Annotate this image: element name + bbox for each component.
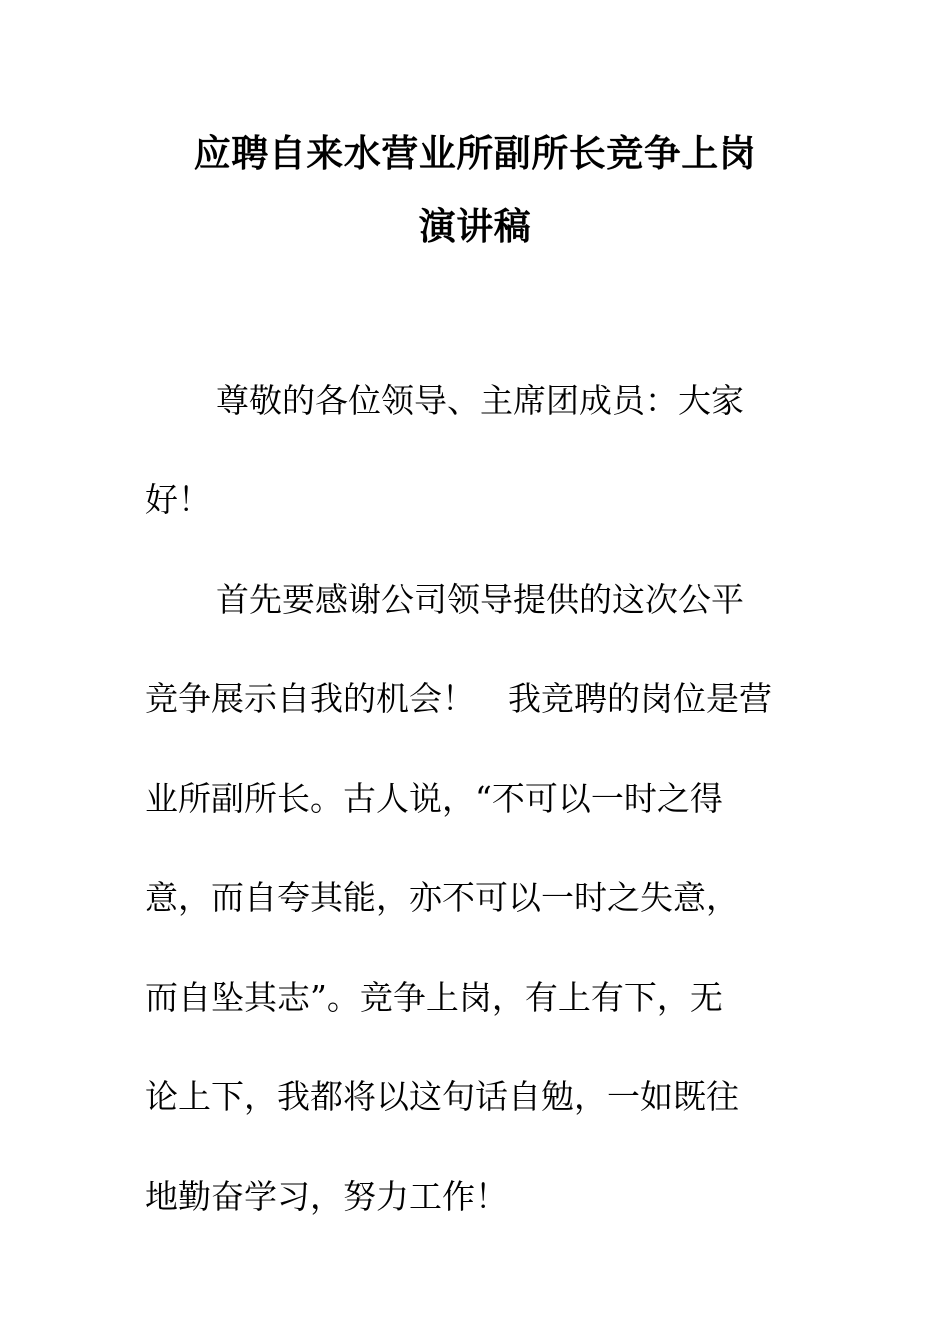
- body-line-8: 论上下，我都将以这句话自勉，一如既往: [145, 1077, 739, 1116]
- document-title-line-1: 应聘自来水营业所副所长竞争上岗: [193, 132, 757, 175]
- document-title-line-2: 演讲稿: [418, 205, 532, 248]
- body-line-3: 首先要感谢公司领导提供的这次公平: [216, 580, 744, 619]
- body-line-4: 竞争展示自我的机会！ 我竞聘的岗位是营: [145, 679, 772, 718]
- body-line-1: 尊敬的各位领导、主席团成员：大家: [216, 381, 744, 420]
- body-line-9: 地勤奋学习，努力工作！: [145, 1177, 508, 1216]
- body-line-7: 而自坠其志”。竞争上岗，有上有下，无: [145, 978, 723, 1017]
- body-line-6: 意，而自夸其能，亦不可以一时之失意，: [145, 878, 739, 917]
- body-line-2: 好！: [145, 480, 211, 519]
- body-line-5: 业所副所长。古人说，“不可以一时之得: [145, 779, 723, 818]
